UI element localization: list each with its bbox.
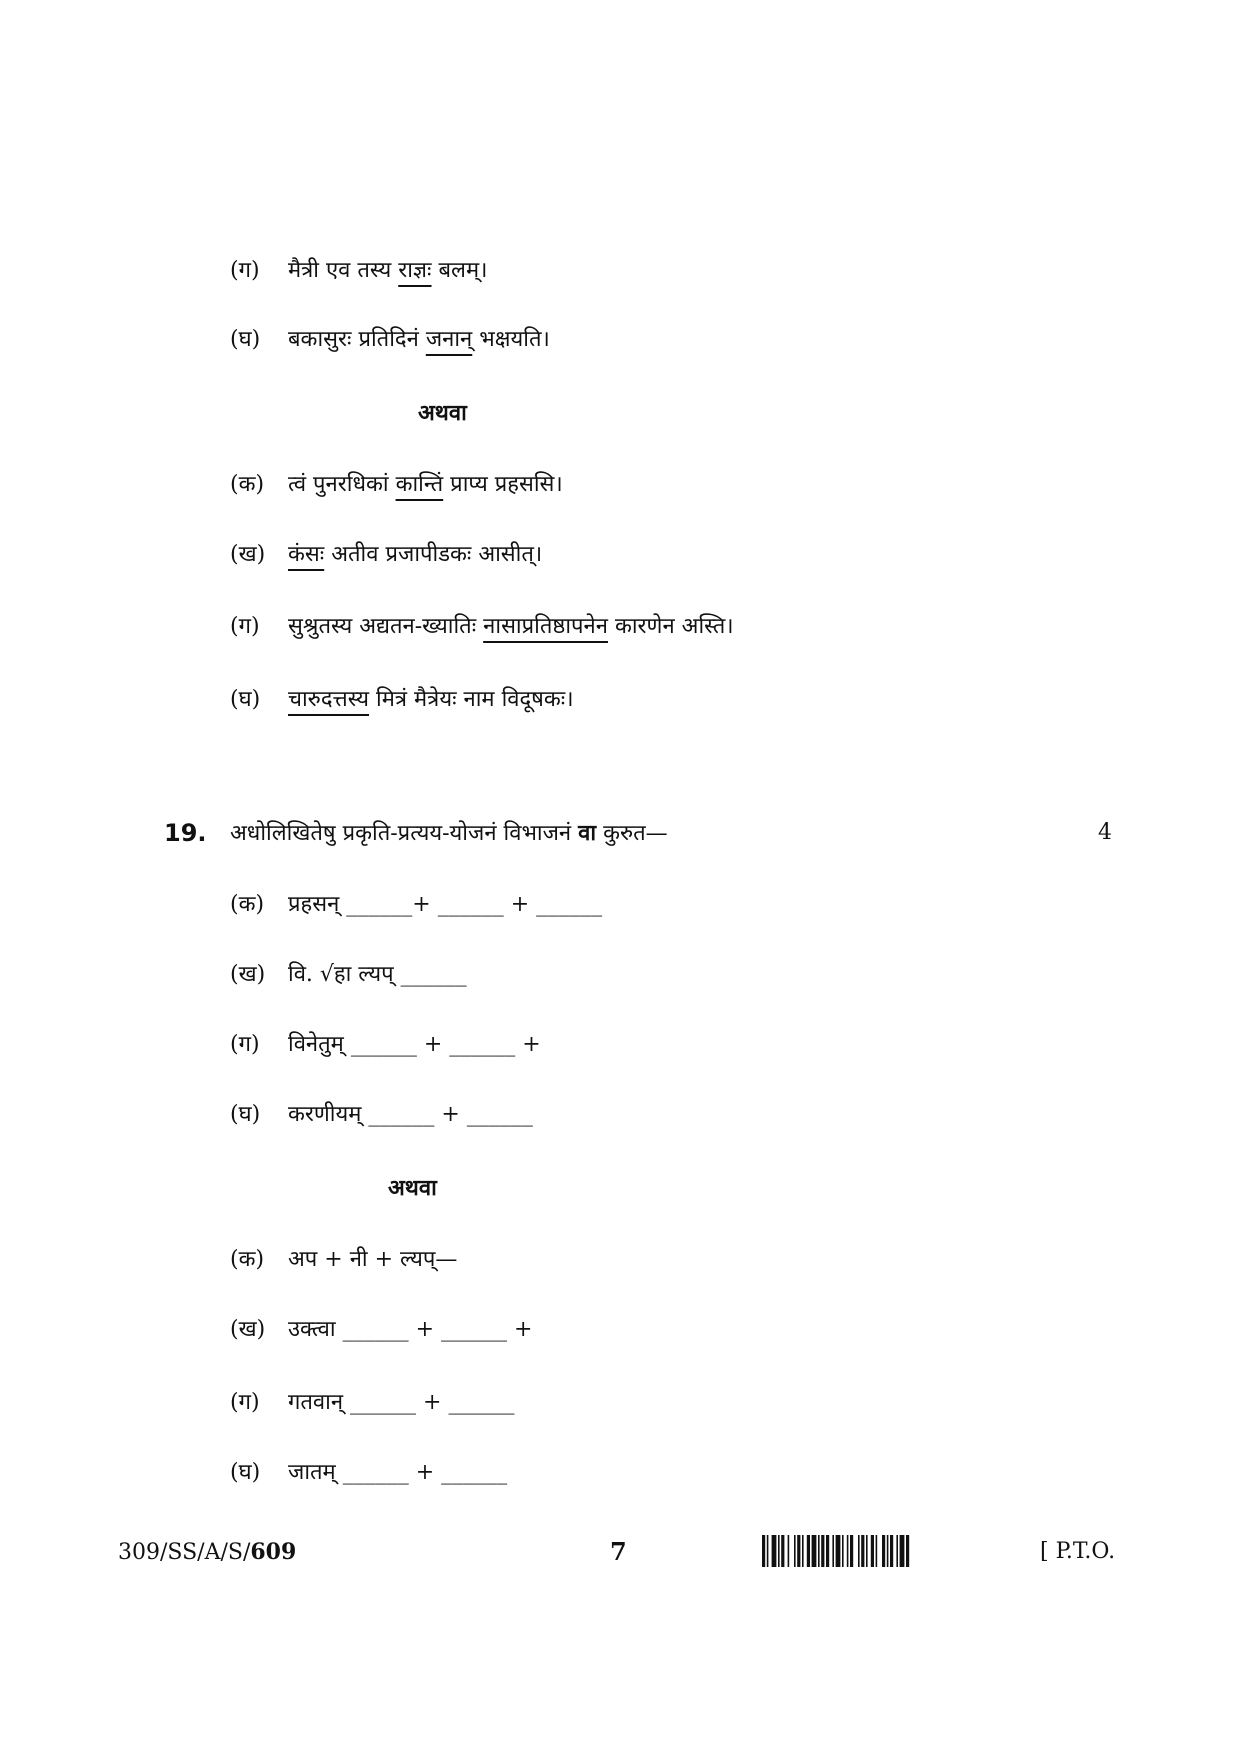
barcode-bar: [847, 1535, 849, 1567]
barcode-bar: [866, 1535, 868, 1567]
barcode-bar: [812, 1535, 817, 1567]
barcode-bar: [850, 1535, 853, 1567]
q19-item-ga: (ग) विनेतुम् ______ + ______ +: [230, 1032, 541, 1057]
pto-label: [ P.T.O.: [1040, 1539, 1116, 1564]
barcode-bar: [794, 1535, 796, 1567]
barcode-bar: [876, 1535, 878, 1567]
barcode-bar: [858, 1535, 860, 1567]
barcode-bar: [882, 1535, 885, 1567]
underlined-word: कान्तिं: [395, 472, 444, 497]
barcode-bar: [887, 1535, 889, 1567]
barcode-bar: [890, 1535, 893, 1567]
q18-alt-item-ka: (क) त्वं पुनरधिकां कान्तिं प्राप्य प्रहससि।: [230, 472, 563, 497]
q19-item-gha: (घ) करणीयम् ______ + ______: [230, 1102, 533, 1127]
barcode-bar: [896, 1535, 898, 1567]
barcode-bar: [797, 1535, 800, 1567]
barcode-bar: [788, 1535, 790, 1567]
barcode-bar: [818, 1535, 820, 1567]
q19-item-kha: (ख) वि. √हा ल्यप् ______: [230, 962, 467, 987]
underlined-word: राज्ञः: [398, 258, 432, 283]
q18-item-ga: (ग) मैत्री एव तस्य राज्ञः बलम्।: [230, 258, 488, 283]
athava-heading: अथवा: [388, 1175, 437, 1201]
barcode-bar: [900, 1535, 905, 1567]
barcode-bar: [906, 1535, 909, 1567]
question-marks: 4: [1098, 820, 1112, 845]
barcode-bar: [842, 1535, 844, 1567]
q18-alt-item-ga: (ग) सुश्रुतस्य अद्यतन-ख्यातिः नासाप्रतिष्ठापनेन कारणेन अस्ति।: [230, 614, 734, 639]
underlined-word: जनान्: [425, 327, 473, 352]
q19-alt-item-kha: (ख) उक्त्वा ______ + ______ +: [230, 1317, 533, 1342]
barcode-bar: [826, 1535, 829, 1567]
q19-item-ka: (क) प्रहसन् ______+ ______ + ______: [230, 892, 603, 917]
q19-alt-item-ka: (क) अप + नी + ल्यप्—: [230, 1247, 458, 1272]
question-text: अधोलिखितेषु प्रकृति-प्रत्यय-योजनं विभाजनं वा कुरुत—: [230, 820, 668, 846]
barcode-bar: [781, 1535, 784, 1567]
barcode-bar: [836, 1535, 841, 1567]
q18-alt-item-gha: (घ) चारुदत्तस्य मित्रं मैत्रेयः नाम विदूषकः।: [230, 687, 574, 712]
q19-alt-item-gha: (घ) जातम् ______ + ______: [230, 1460, 508, 1485]
barcode-bar: [767, 1535, 769, 1567]
underlined-word: नासाप्रतिष्ठापनेन: [483, 614, 608, 639]
barcode-bar: [861, 1535, 864, 1567]
question-number: 19.: [164, 819, 207, 847]
underlined-word: चारुदत्तस्य: [288, 687, 370, 712]
barcode-bar: [821, 1535, 824, 1567]
barcode-bar: [762, 1535, 765, 1567]
barcode-bar: [807, 1535, 810, 1567]
q18-alt-item-kha: (ख) कंसः अतीव प्रजापीडकः आसीत्।: [230, 542, 543, 567]
page-number: 7: [610, 1537, 627, 1566]
paper-code: 309/SS/A/S/609: [118, 1539, 297, 1565]
barcode-bar: [871, 1535, 874, 1567]
barcode-icon: [762, 1535, 1024, 1567]
q18-item-gha: (घ) बकासुरः प्रतिदिनं जनान् भक्षयति।: [230, 327, 550, 352]
q19-alt-item-ga: (ग) गतवान् ______ + ______: [230, 1390, 515, 1415]
barcode-bar: [832, 1535, 834, 1567]
athava-heading: अथवा: [418, 400, 467, 426]
barcode-bar: [802, 1535, 804, 1567]
barcode-bar: [772, 1535, 777, 1567]
barcode-bar: [778, 1535, 780, 1567]
underlined-word: कंसः: [288, 542, 325, 567]
